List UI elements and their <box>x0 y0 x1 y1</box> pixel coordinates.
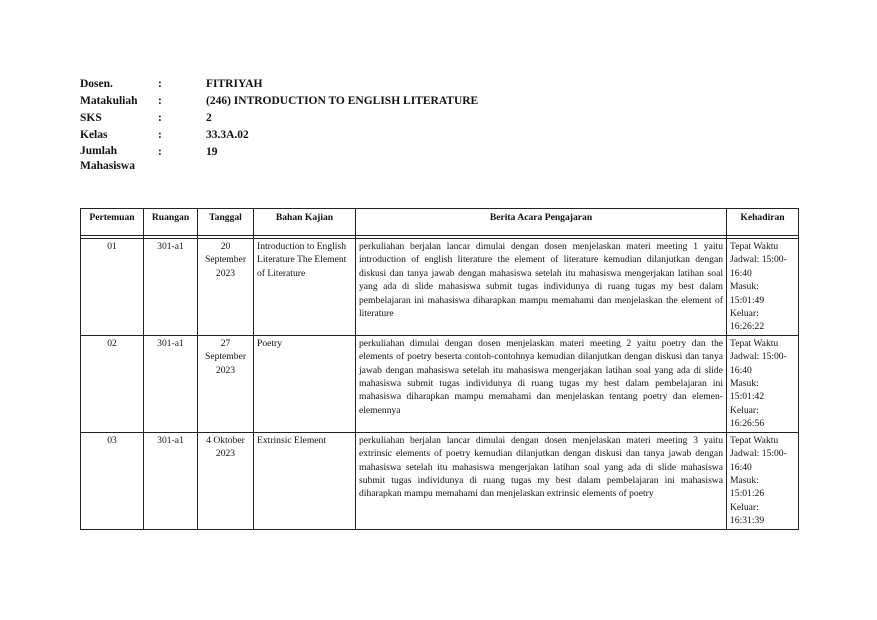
colon: : <box>158 78 162 90</box>
attendance-keluar: Keluar: 16:26:56 <box>730 404 765 430</box>
cell-pertemuan: 03 <box>81 432 144 529</box>
cell-bahan-kajian: Poetry <box>254 335 356 432</box>
cell-berita-acara: perkuliahan dimulai dengan dosen menjelaskan materi meeting 2 yaitu poetry dan the elements of poetry beserta contoh-contohnya kemudian dilanjutkan dengan diskusi dan tanya jawab dengan mahasiswa setelah itu mahasiswa mengerjakan latihan soal yang ada di slide mahasiswa submit tugas individunya di ruang tugas my best dalam pembelajaran ini mahasiswa diharapkan mampu memahami dan menjelaskan tentang poetry dan elemen-elemennya <box>356 335 727 432</box>
colon: : <box>158 146 162 158</box>
dosen-label: Dosen. <box>80 78 113 90</box>
table-header-row <box>81 209 799 236</box>
cell-ruangan: 301-a1 <box>144 335 198 432</box>
cell-kehadiran <box>727 239 799 336</box>
col-header-pertemuan: Pertemuan <box>81 209 144 236</box>
table-row <box>81 432 799 529</box>
cell-ruangan: 301-a1 <box>144 239 198 336</box>
jumlah-label: Jumlah Mahasiswa <box>80 145 135 172</box>
jumlah-value: 19 <box>206 146 218 158</box>
attendance-jadwal: Jadwal: 15:00-16:40 <box>730 351 787 376</box>
attendance-status: Tepat Waktu <box>730 337 779 349</box>
attendance-keluar: Keluar: 16:31:39 <box>730 501 765 527</box>
cell-tanggal: 4 Oktober 2023 <box>198 432 254 529</box>
cell-berita-acara: perkuliahan berjalan lancar dimulai dengan dosen menjelaskan materi meeting 3 yaitu extrinsic elements of poetry kemudian dilanjutkan dengan diskusi dan tanya jawab dengan mahasiswa setelah itu mahasiswa mengerjakan latihan soal yang ada di slide mahasiswa submit tugas individunya di ruang tugas my best dalam pembelajaran ini mahasiswa diharapkan mampu memahami dan menjelaskan extrinsic elements of poetry <box>356 432 727 529</box>
colon: : <box>158 112 162 124</box>
col-header-ruangan: Ruangan <box>144 209 198 236</box>
matakuliah-label: Matakuliah <box>80 95 138 107</box>
attendance-masuk: Masuk: 15:01:42 <box>730 378 765 403</box>
col-header-berita-acara: Berita Acara Pengajaran <box>356 209 727 236</box>
cell-ruangan: 301-a1 <box>144 432 198 529</box>
sks-value: 2 <box>206 112 212 124</box>
cell-kehadiran <box>727 335 799 432</box>
attendance-masuk: Masuk: 15:01:49 <box>730 281 765 306</box>
kelas-value: 33.3A.02 <box>206 129 249 141</box>
kelas-label: Kelas <box>80 129 108 141</box>
attendance-masuk: Masuk: 15:01:26 <box>730 474 765 500</box>
attendance-status: Tepat Waktu <box>730 434 779 446</box>
cell-bahan-kajian: Introduction to English Literature The Element of Literature <box>254 239 356 336</box>
cell-bahan-kajian: Extrinsic Element <box>254 432 356 529</box>
col-header-bahan-kajian: Bahan Kajian <box>254 209 356 236</box>
teaching-journal-table <box>80 208 799 530</box>
sks-label: SKS <box>80 112 102 124</box>
cell-pertemuan: 01 <box>81 239 144 336</box>
colon: : <box>158 95 162 107</box>
col-header-tanggal: Tanggal <box>198 209 254 236</box>
dosen-value: FITRIYAH <box>206 78 263 90</box>
cell-berita-acara: perkuliahan berjalan lancar dimulai dengan dosen menjelaskan materi meeting 1 yaitu introduction of english literature the element of literature kemudian dilanjutkan dengan diskusi dan tanya jawab dengan mahasiswa setelah itu mahasiswa mengerjakan latihan soal yang ada di slide mahasiswa submit tugas individunya di ruang tugas my best dalam pembelajaran ini mahasiswa diharapkan mampu memahami dan menjelaskan the element of literature <box>356 239 727 336</box>
cell-tanggal: 27 September 2023 <box>198 335 254 432</box>
table-row <box>81 239 799 336</box>
colon: : <box>158 129 162 141</box>
matakuliah-value: (246) INTRODUCTION TO ENGLISH LITERATURE <box>206 95 479 107</box>
cell-kehadiran <box>727 432 799 529</box>
col-header-kehadiran: Kehadiran <box>727 209 799 236</box>
attendance-keluar: Keluar: 16:26:22 <box>730 308 765 333</box>
cell-tanggal: 20 September 2023 <box>198 239 254 336</box>
cell-pertemuan: 02 <box>81 335 144 432</box>
attendance-jadwal: Jadwal: 15:00-16:40 <box>730 254 787 279</box>
attendance-status: Tepat Waktu <box>730 241 779 252</box>
table-row <box>81 335 799 432</box>
attendance-jadwal: Jadwal: 15:00-16:40 <box>730 448 787 473</box>
